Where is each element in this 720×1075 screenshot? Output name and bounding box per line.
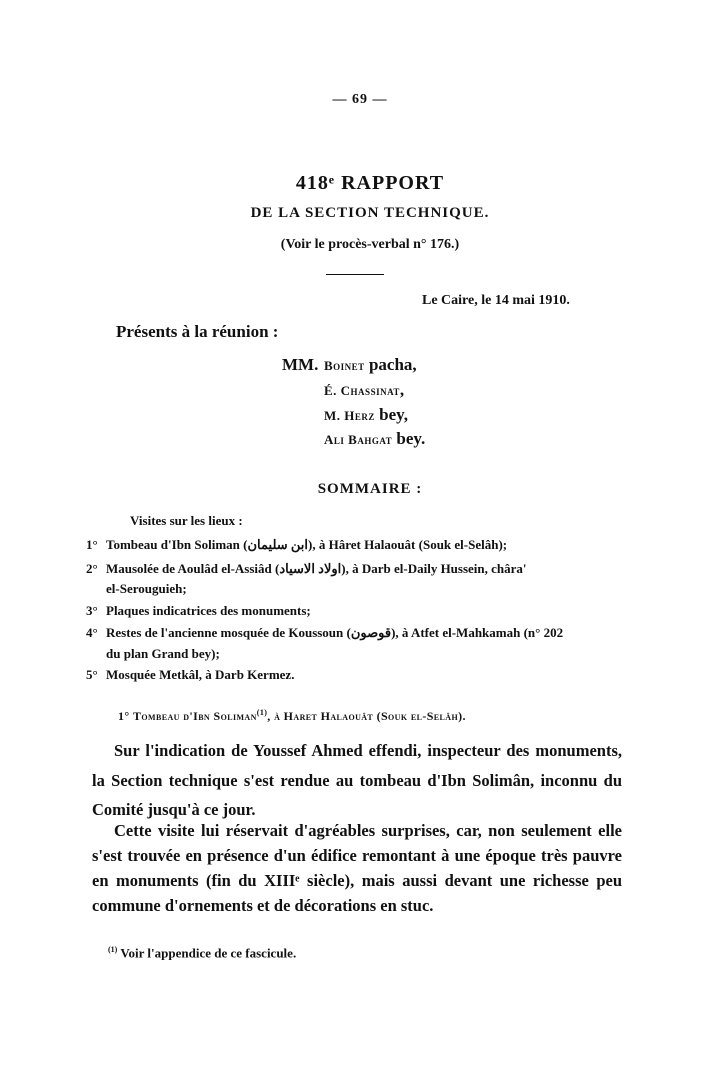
summary-item bbox=[86, 537, 507, 553]
member-title: bey, bbox=[374, 405, 408, 424]
footnote bbox=[108, 945, 296, 961]
member-title: bey. bbox=[392, 429, 426, 448]
summary-item bbox=[86, 561, 527, 577]
summary-item bbox=[86, 603, 311, 619]
section-heading-location: , à Haret Halaouât (Souk el-Selâh). bbox=[267, 709, 466, 723]
summary-heading: SOMMAIRE : bbox=[317, 481, 423, 497]
summary-item-number: 5° bbox=[86, 667, 98, 682]
member-entry bbox=[324, 429, 425, 449]
paragraph-line: en monuments (fin du XIIIᵉ siècle), mais aussi devant une richesse peu bbox=[92, 871, 622, 890]
member-name: M. Herz bbox=[324, 408, 375, 423]
visits-label: Visites sur les lieux : bbox=[130, 513, 243, 528]
paragraph-line: s'est trouvée en présence d'un édifice remontant à une époque très pauvre bbox=[92, 846, 622, 865]
presents-label: Présents à la réunion : bbox=[116, 322, 279, 341]
member-entry bbox=[324, 380, 404, 400]
section-heading-text: Tombeau d'Ibn Soliman bbox=[133, 709, 257, 723]
summary-item-text: Restes de l'ancienne mosquée de Koussoun (قوصون), à Atfet el-Mahkamah (n° 202 bbox=[106, 625, 564, 640]
section-heading bbox=[118, 708, 466, 724]
member-title: , bbox=[399, 380, 405, 399]
paragraph-line: Cette visite lui réservait d'agréables surprises, car, non seulement elle bbox=[114, 821, 622, 840]
summary-item-continuation: el-Serouguieh; bbox=[106, 581, 187, 596]
report-title: 418ᵉ RAPPORT bbox=[295, 172, 445, 194]
member-entry bbox=[324, 405, 408, 425]
member-name: Boinet bbox=[324, 358, 365, 373]
paragraph-line: Sur l'indication de Youssef Ahmed effendi, inspecteur des monuments, bbox=[114, 741, 622, 760]
section-number: 1° bbox=[118, 709, 130, 723]
paragraph-line: Comité jusqu'à ce jour. bbox=[92, 800, 256, 819]
footnote-mark: (1) bbox=[108, 945, 118, 954]
member-name: É. Chassinat bbox=[324, 383, 400, 398]
summary-item-text: Tombeau d'Ibn Soliman (ابن سليمان), à Hâret Halaouât (Souk el-Selâh); bbox=[106, 537, 508, 552]
report-reference: (Voir le procès-verbal n° 176.) bbox=[280, 237, 460, 252]
place-date: Le Caire, le 14 mai 1910. bbox=[422, 293, 570, 308]
summary-item bbox=[86, 667, 294, 683]
summary-item-text: Mosquée Metkâl, à Darb Kermez. bbox=[106, 667, 295, 682]
summary-item-continuation: du plan Grand bey); bbox=[106, 646, 220, 661]
footnote-text: Voir l'appendice de ce fascicule. bbox=[120, 945, 297, 961]
member-name: Ali Bahgat bbox=[324, 432, 393, 447]
summary-item-number: 3° bbox=[86, 603, 98, 618]
summary-item-text: Plaques indicatrices des monuments; bbox=[106, 603, 311, 618]
title-divider bbox=[326, 274, 384, 275]
footnote-reference: (1) bbox=[256, 708, 268, 717]
report-subtitle: DE LA SECTION TECHNIQUE. bbox=[250, 205, 490, 221]
summary-item-number: 1° bbox=[86, 537, 98, 552]
paragraph-line: la Section technique s'est rendue au tombeau d'Ibn Solimân, inconnu du bbox=[92, 771, 622, 790]
summary-item bbox=[86, 625, 563, 641]
member-title: pacha, bbox=[364, 355, 417, 374]
summary-item-text: Mausolée de Aoulâd el-Assiâd (اولاد الاسياد), à Darb el-Daily Hussein, châra' bbox=[106, 561, 527, 576]
paragraph-line: commune d'ornements et de décorations en stuc. bbox=[92, 896, 434, 915]
summary-item-number: 2° bbox=[86, 561, 98, 576]
member-entry bbox=[324, 355, 417, 375]
page-number: — 69 — bbox=[332, 92, 388, 107]
members-prefix: MM. bbox=[282, 355, 319, 374]
summary-item-number: 4° bbox=[86, 625, 98, 640]
